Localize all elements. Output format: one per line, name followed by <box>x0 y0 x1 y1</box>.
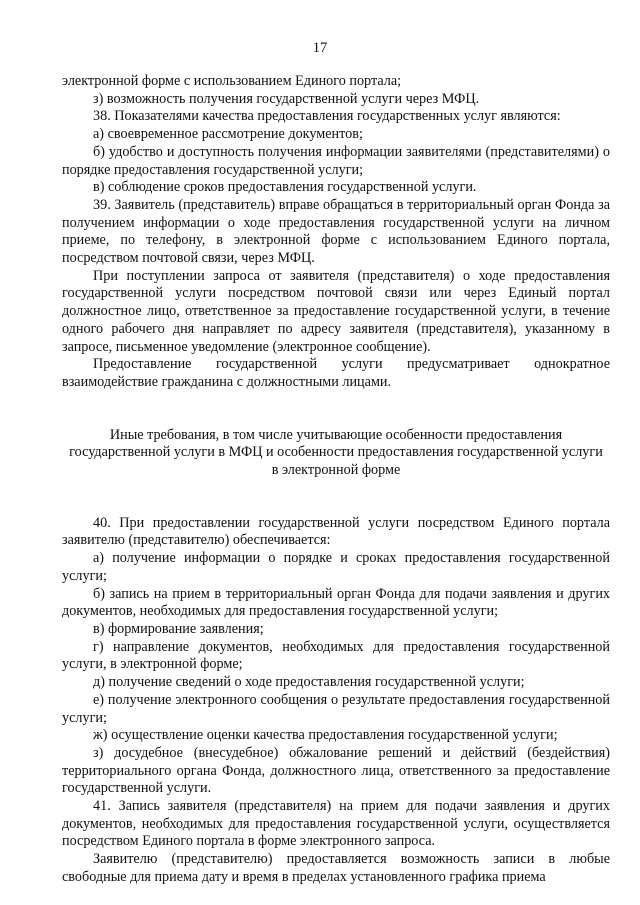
paragraph: б) запись на прием в территориальный орган Фонда для подачи заявления и других документов, необходимых для предоставления государственной услуги; <box>62 585 610 620</box>
paragraph: з) возможность получения государственной услуги через МФЦ. <box>93 90 480 107</box>
paragraph: 39. Заявитель (представитель) вправе обращаться в территориальный орган Фонда за получением информации о ходе предоставления государственной услуги на личном приеме, по телефону, в электронной форме с использованием Единого портала, посредством почтовой связи, через МФЦ. <box>62 196 610 267</box>
paragraph: электронной форме с использованием Единого портала; <box>62 73 402 89</box>
paragraph: Заявителю (представителю) предоставляется возможность записи в любые свободные для приема дату и время в пределах установленного графика приема <box>62 851 610 885</box>
paragraph: б) удобство и доступность получения информации заявителями (представителями) о порядке предоставления государственной услуги; <box>62 143 610 178</box>
section-heading: Иные требования, в том числе учитывающие особенности предоставления государственной услуги в МФЦ и особенности предоставления государственной услуги в электронной форме <box>69 426 603 479</box>
page-number: 17 <box>312 40 328 56</box>
paragraph: д) получение сведений о ходе предоставления государственной услуги; <box>93 674 525 691</box>
paragraphs-after-heading <box>62 515 610 887</box>
paragraph: При поступлении запроса от заявителя (представителя) о ходе предоставления государственной услуги посредством почтовой связи или через Единый портал должностное лицо, ответственное за предоставление государственной услуги, в течение одного рабочего дня направляет по адресу заявителя (представителя), указанному в запросе, письменное уведомление (электронное сообщение). <box>62 267 610 355</box>
paragraph: г) направление документов, необходимых для предоставления государственной услуги, в электронной форме; <box>62 638 610 673</box>
paragraph: з) досудебное (внесудебное) обжалование решений и действий (бездействия) территориального органа Фонда, должностного лица, ответственного за предоставление государственной услуги. <box>62 744 610 797</box>
paragraph: 38. Показателями качества предоставления государственных услуг являются: <box>93 108 561 125</box>
paragraph: ж) осуществление оценки качества предоставления государственной услуги; <box>93 727 558 744</box>
paragraphs-before-heading <box>62 73 610 392</box>
paragraph: 40. При предоставлении государственной услуги посредством Единого портала заявителю (представителю) обеспечивается: <box>62 514 610 549</box>
paragraph: а) получение информации о порядке и сроках предоставления государственной услуги; <box>62 550 610 584</box>
paragraph: Предоставление государственной услуги предусматривает однократное взаимодействие гражданина с должностными лицами. <box>62 356 610 390</box>
paragraph: а) своевременное рассмотрение документов; <box>93 126 363 143</box>
paragraph: е) получение электронного сообщения о результате предоставления государственной услуги; <box>62 691 610 726</box>
paragraph: в) соблюдение сроков предоставления государственной услуги. <box>93 179 477 196</box>
document-body <box>62 73 610 887</box>
paragraph: в) формирование заявления; <box>93 620 264 637</box>
paragraph: 41. Запись заявителя (представителя) на прием для подачи заявления и других документов, необходимых для предоставления государственной услуги, осуществляется посредством Единого портала в форме электронного запроса. <box>62 798 610 850</box>
